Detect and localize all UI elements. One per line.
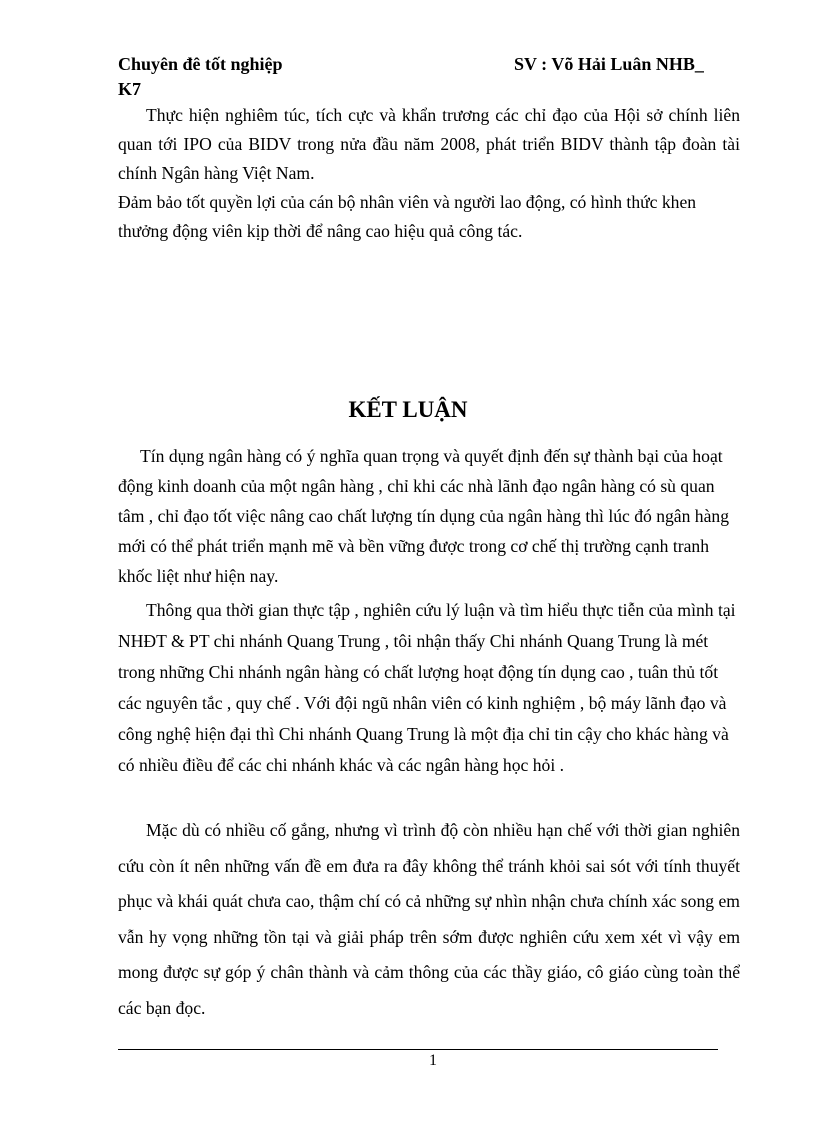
paragraph-benefits: Đảm bảo tốt quyền lợi của cán bộ nhân viên và người lao động, có hình thức khen thưởng động viên kịp thời để nâng cao hiệu quả công tác. xyxy=(118,192,697,241)
header-student-name: SV : Võ Hải Luân NHB_ xyxy=(514,54,704,74)
section-title: KẾT LUẬN xyxy=(348,397,468,422)
paragraph-conclusion-1: Tín dụng ngân hàng có ý nghĩa quan trọng và quyết định đến sự thành bại của hoạt động kinh doanh của một ngân hàng , chỉ khi các nhà lãnh đạo ngân hàng có sù quan tâm , chỉ đạo tốt việc nâng cao chất lượng tín dụng của ngân hàng thì lúc đó ngân hàng mới có thể phát triển mạnh mẽ và bền vững được trong cơ chế thị trường cạnh tranh khốc liệt như hiện nay. xyxy=(118,446,729,586)
page-header xyxy=(118,52,718,102)
page-number: 1 xyxy=(429,1052,437,1069)
paragraph-ipo: Thực hiện nghiêm túc, tích cực và khẩn trương các chỉ đạo của Hội sở chính liên quan tới IPO của BIDV trong nửa đầu năm 2008, phát triển BIDV thành tập đoàn tài chính Ngân hàng Việt Nam. xyxy=(118,105,740,183)
header-cont: K7 xyxy=(118,79,142,99)
header-left-title: Chuyên đê tốt nghiệp xyxy=(118,54,283,74)
paragraph-conclusion-2: Thông qua thời gian thực tập , nghiên cứu lý luận và tìm hiểu thực tiễn của mình tại NHĐT & PT chi nhánh Quang Trung , tôi nhận thấy Chi nhánh Quang Trung là mét trong những Chi nhánh ngân hàng có chất lượng hoạt động tín dụng cao , tuân thủ tốt các nguyên tắc , quy chế . Với đội ngũ nhân viên có kinh nghiệm , bộ máy lãnh đạo và công nghệ hiện đại thì Chi nhánh Quang Trung là một địa chỉ tin cậy cho khác hàng và có nhiều điều để các chi nhánh khác và các ngân hàng học hỏi . xyxy=(118,600,736,775)
footer-divider xyxy=(118,1049,718,1050)
paragraph-conclusion-3: Mặc dù có nhiều cố gắng, nhưng vì trình độ còn nhiều hạn chế với thời gian nghiên cứu còn ít nên những vấn đề em đưa ra đây không thể tránh khỏi sai sót với tính thuyết phục và khái quát chưa cao, thậm chí có cả những sự nhìn nhận chưa chính xác song em vẫn hy vọng những tồn tại và giải pháp trên sớm được nghiên cứu xem xét vì vậy em mong được sự góp ý chân thành và cảm thông của các thầy giáo, cô giáo cùng toàn thể các bạn đọc. xyxy=(118,820,740,1018)
